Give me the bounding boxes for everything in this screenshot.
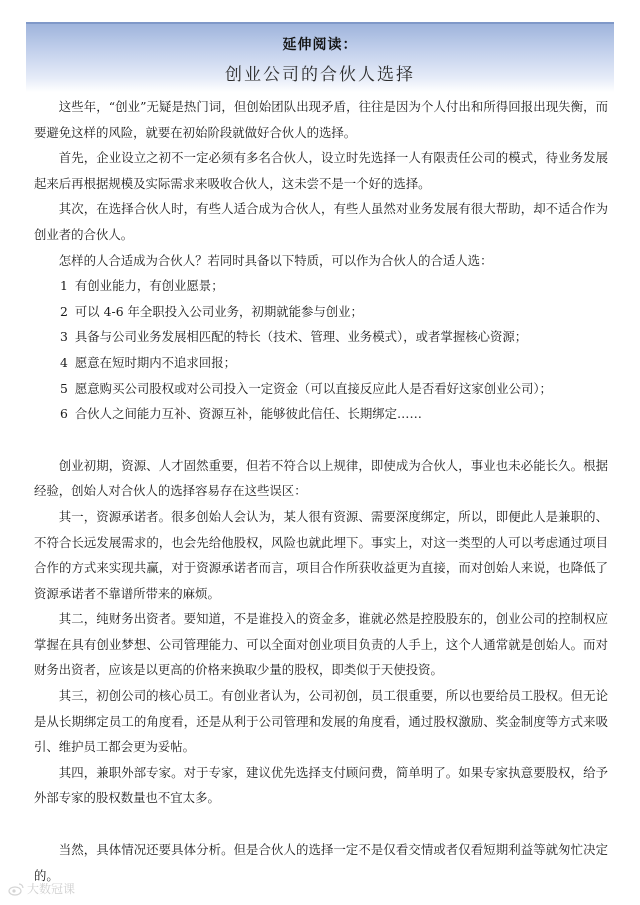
list-item [34,324,608,350]
weibo-icon [8,882,24,896]
article-body [34,94,608,888]
list-item-number: 4 [60,354,68,370]
list-item-number: 3 [60,329,68,345]
list-item-text: 具备与公司业务发展相匹配的特长（技术、管理、业务模式），或者掌握核心资源； [74,329,528,345]
list-item-number: 1 [60,278,68,294]
list-item [34,273,608,299]
list-item [34,376,608,402]
watermark-text: 大数冠课 [27,882,76,896]
list-item-number: 6 [60,406,68,422]
list-item-number: 5 [60,380,68,396]
intro-paragraph: 首先，企业设立之初不一定必须有多名合伙人，设立时先选择一人有限责任公司的模式，待业务发展起来后再根据规模及实际需求来吸收合伙人，这未尝不是一个好的选择。 [34,150,608,191]
list-item-text: 合伙人之间能力互补、资源互补，能够彼此信任、长期绑定…… [74,406,422,422]
header-kicker: 延伸阅读： [282,37,358,53]
page-title: 创业公司的合伙人选择 [225,65,415,85]
body-paragraph: 其四，兼职外部专家。对于专家，建议优先选择支付顾问费，简单明了。如果专家执意要股权，给予外部专家的股权数量也不宜太多。 [34,764,608,806]
list-item-text: 愿意购买公司股权或对公司投入一定资金（可以直接反应此人是否看好这家创业公司）； [74,380,552,396]
list-item-text: 有创业能力，有创业愿景； [74,278,224,294]
list-item-text: 可以 4-6 年全职投入公司业务，初期就能参与创业； [74,303,363,319]
list-item [34,401,608,427]
list-item [34,299,608,325]
body-paragraph: 创业初期，资源、人才固然重要，但若不符合以上规律，即使成为合伙人，事业也未必能长久。根据经验，创始人对合伙人的选择容易存在这些误区： [34,457,608,499]
section-spacer [34,811,608,837]
list-item [34,350,608,376]
section-spacer [34,427,608,453]
intro-paragraph: 这些年，“创业”无疑是热门词，但创始团队出现矛盾，往往是因为个人付出和所得回报出现失衡，而要避免这样的风险，就要在初始阶段就做好合伙人的选择。 [34,99,608,140]
closing-paragraph: 当然，具体情况还要具体分析。但是合伙人的选择一定不是仅看交情或者仅看短期利益等就匆忙决定的。 [34,842,608,883]
body-paragraph: 其三，初创公司的核心员工。有创业者认为，公司初创，员工很重要，所以也要给员工股权。但无论是从长期绑定员工的角度看，还是从利于公司管理和发展的角度看，通过股权激励、奖金制度等方式来吸引、维护员工都会更为妥帖。 [34,688,608,755]
intro-paragraph: 其次，在选择合伙人时，有些人适合成为合伙人，有些人虽然对业务发展有很大帮助，却不适合作为创业者的合伙人。 [34,201,608,242]
intro-paragraph: 怎样的人合适成为合伙人？若同时具备以下特质，可以作为合伙人的合适人选： [58,252,493,268]
body-paragraph: 其二，纯财务出资者。要知道，不是谁投入的资金多，谁就必然是控股股东的，创业公司的控制权应掌握在具有创业梦想、公司管理能力、可以全面对创业项目负责的人手上，这个人通常就是创始人。而对财务出资者，应该是以更高的价格来换取少量的股权，即类似于天使投资。 [34,611,608,678]
list-item-number: 2 [60,303,68,319]
header-banner [26,22,614,92]
watermark [8,880,75,897]
body-paragraph: 其一，资源承诺者。很多创始人会认为，某人很有资源、需要深度绑定，所以，即便此人是兼职的、不符合长远发展需求的，也会先给他股权，风险也就此埋下。事实上，对这一类型的人可以考虑通过项目合作的方式来实现共赢，对于资源承诺者而言，项目合作所获收益更为直接，而对创始人来说，也降低了资源承诺者不靠谱所带来的麻烦。 [34,508,608,601]
list-item-text: 愿意在短时期内不追求回报； [74,354,236,370]
traits-list [34,273,608,427]
